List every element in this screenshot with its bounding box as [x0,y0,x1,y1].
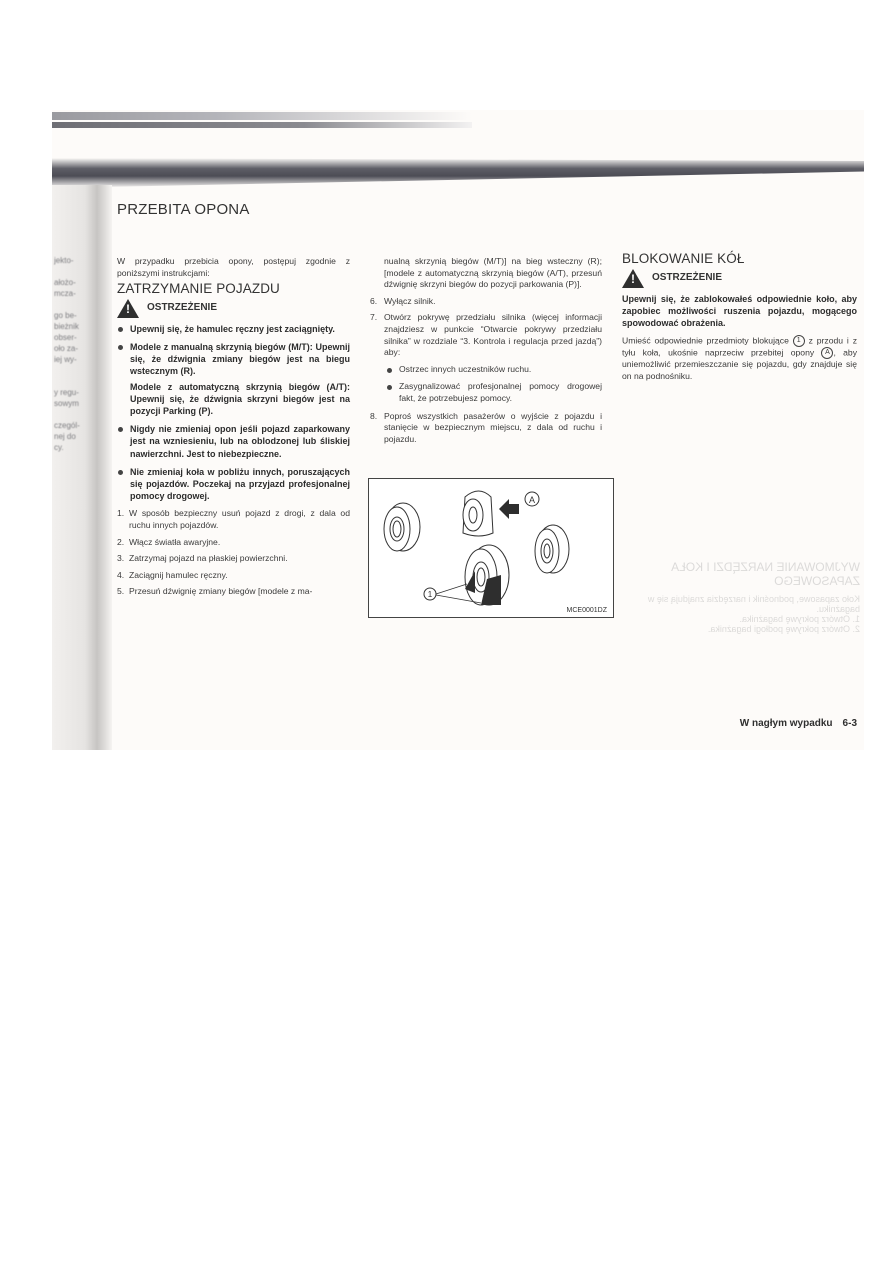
warning-item: Nie zmieniaj koła w pobliżu innych, poruszających się pojazdów. Poczekaj na przyjazd profesjonalnej pomocy drogowej. [117,466,350,503]
bleed-line [54,266,94,277]
ghost-line: 2. Otwórz pokrywę podłogi bagażnika. [707,624,860,634]
step-text: Wyłącz silnik. [384,295,436,306]
bleed-line: ałożo- [54,278,76,287]
step-number: 8. [370,410,378,421]
left-page-bleed-through [54,255,94,453]
step-7 [370,312,602,358]
bleed-line: nej do [54,432,76,441]
column-2 [370,256,602,450]
step-text: Przesuń dźwignię zmiany biegów [modele z ma- [129,586,313,597]
step-number: 3. [117,553,125,564]
footer-chapter: W nagłym wypadku [739,718,833,729]
step-text: Zatrzymaj pojazd na płaskiej powierzchni. [129,553,288,564]
step-text: Poproś wszystkich pasażerów o wyjście z pojazdu i stanięcie w bezpiecznym miejscu, z dala od ruchu i pojazdu. [384,410,602,444]
step-number: 6. [370,295,378,306]
top-rule-light [52,112,472,120]
bleed-line: y regu- [54,388,79,397]
bleed-line: cy. [54,443,64,452]
bleed-line: obser- [54,333,77,342]
bleed-line: go be- [54,311,77,320]
step-text: Otwórz pokrywę przedziału silnika (więcej informacji znajdziesz w punkcie “Otwarcie pokrywy przedziału silnika” w rozdziale “3. Kontrola i regulacja przed jazdą”) aby: [384,312,602,358]
warning-label: OSTRZEŻENIE [147,302,218,314]
warning-item: Nigdy nie zmieniaj opon jeśli pojazd zaparkowany jest na wzniesieniu, lub na oblodzonej lub śliskiej nawierzchni. Jest to niebezpieczne. [117,423,350,460]
warning-label: OSTRZEŻENIE [652,272,723,284]
section-title: PRZEBITA OPONA [117,201,250,218]
step-number: 7. [370,312,378,323]
warning-triangle-icon [622,269,644,288]
page-footer [730,718,857,729]
body-text-part: z przodu i z tyłu koła, ukośnie naprzeciw przebitej opony [622,335,857,358]
step-1 [117,508,350,531]
bleed-line [54,409,94,420]
step-number: 2. [117,536,125,547]
top-rule-dark [52,122,472,128]
bleed-line [54,365,94,376]
step-5 [117,586,350,598]
step-5-continuation: nualną skrzynią biegów (M/T)] na bieg wsteczny (R); [modele z automatyczną skrzynią biegów (A/T), przesuń dźwignię skrzyni biegów do pozycji parkowania (P)]. [384,256,602,290]
arrow-icon [499,499,519,519]
ghost-heading: WYJMOWANIE NARZĘDZI I KOŁA ZAPASOWEGO [671,560,860,588]
warning-item: Modele z manualną skrzynią biegów (M/T): Upewnij się, że dźwignia zmiany biegów jest na biegu wstecznym (R). [117,341,350,378]
bleed-line [54,299,94,310]
bleed-line: sowym [54,399,79,408]
svg-text:A: A [528,495,536,505]
bleed-line: iej wy- [54,355,77,364]
column-3 [622,253,857,386]
step-4 [117,570,350,582]
step-number: 5. [117,586,125,597]
callout-ref-a: A [821,347,833,359]
ghost-bleed-through [620,560,860,634]
step-text: Włącz światła awaryjne. [129,536,221,547]
body-text [622,335,857,382]
warning-item-continuation: Modele z automatyczną skrzynią biegów (A/T): Upewnij się, że dźwignia skrzyni biegów jest na pozycji Parking (P). [130,381,350,416]
step-number: 1. [117,508,125,519]
body-text-part: , aby uniemożliwić przemieszczanie się pojazdu, gdy znajduje się on na podnośniku. [622,347,857,381]
heading-wheel-blocking: BLOKOWANIE KÓŁ [622,251,745,266]
step-2 [117,537,350,549]
step-text: W sposób bezpieczny usuń pojazd z drogi, z dala od ruchu innych pojazdów. [129,508,350,531]
wheel-chock-illustration [368,478,614,618]
figure-code: MCE0001DZ [566,607,607,614]
svg-text:1: 1 [427,590,433,599]
column-1 [117,256,350,603]
bleed-line: oło za- [54,344,79,353]
body-text-part: Umieść odpowiednie przedmioty blokujące [622,335,789,346]
warning-triangle-icon [117,299,139,318]
bleed-line: jekto- [54,256,74,265]
step-6 [370,296,602,308]
warning-item: Upewnij się, że hamulec ręczny jest zaciągnięty. [117,323,350,335]
bleed-line: mcza- [54,289,76,298]
warning-header [117,299,350,318]
heading-stopping-vehicle: ZATRZYMANIE POJAZDU [117,281,280,297]
step-text: Zaciągnij hamulec ręczny. [129,569,228,580]
step-number: 4. [117,569,125,580]
step-7-bullet: Ostrzec innych uczestników ruchu. [386,364,602,376]
step-7-bullet: Zasygnalizować profesjonalnej pomocy drogowej fakt, że potrzebujesz pomocy. [386,381,602,404]
intro-text: W przypadku przebicia opony, postępuj zgodnie z poniższymi instrukcjami: [117,256,350,278]
bleed-line: czegól- [54,421,80,430]
page-number: 6-3 [842,718,857,729]
callout-ref-1: 1 [793,335,805,347]
warning-header [622,269,857,288]
bleed-line: bieżnik [54,322,79,331]
step-8 [370,411,602,446]
ghost-line: Koło zapasowe, podnośnik i narzędzia znajdują się w bagażniku. [647,594,860,614]
warning-text: Upewnij się, że zablokowałeś odpowiednie koło, aby zapobiec możliwości ruszenia pojazdu, mogącego spowodować obrażenia. [622,293,857,328]
step-3 [117,553,350,565]
ghost-line: 1. Otwórz pokrywę bagażnika. [739,614,860,624]
bleed-line [54,376,94,387]
tires-diagram-icon [369,479,613,617]
